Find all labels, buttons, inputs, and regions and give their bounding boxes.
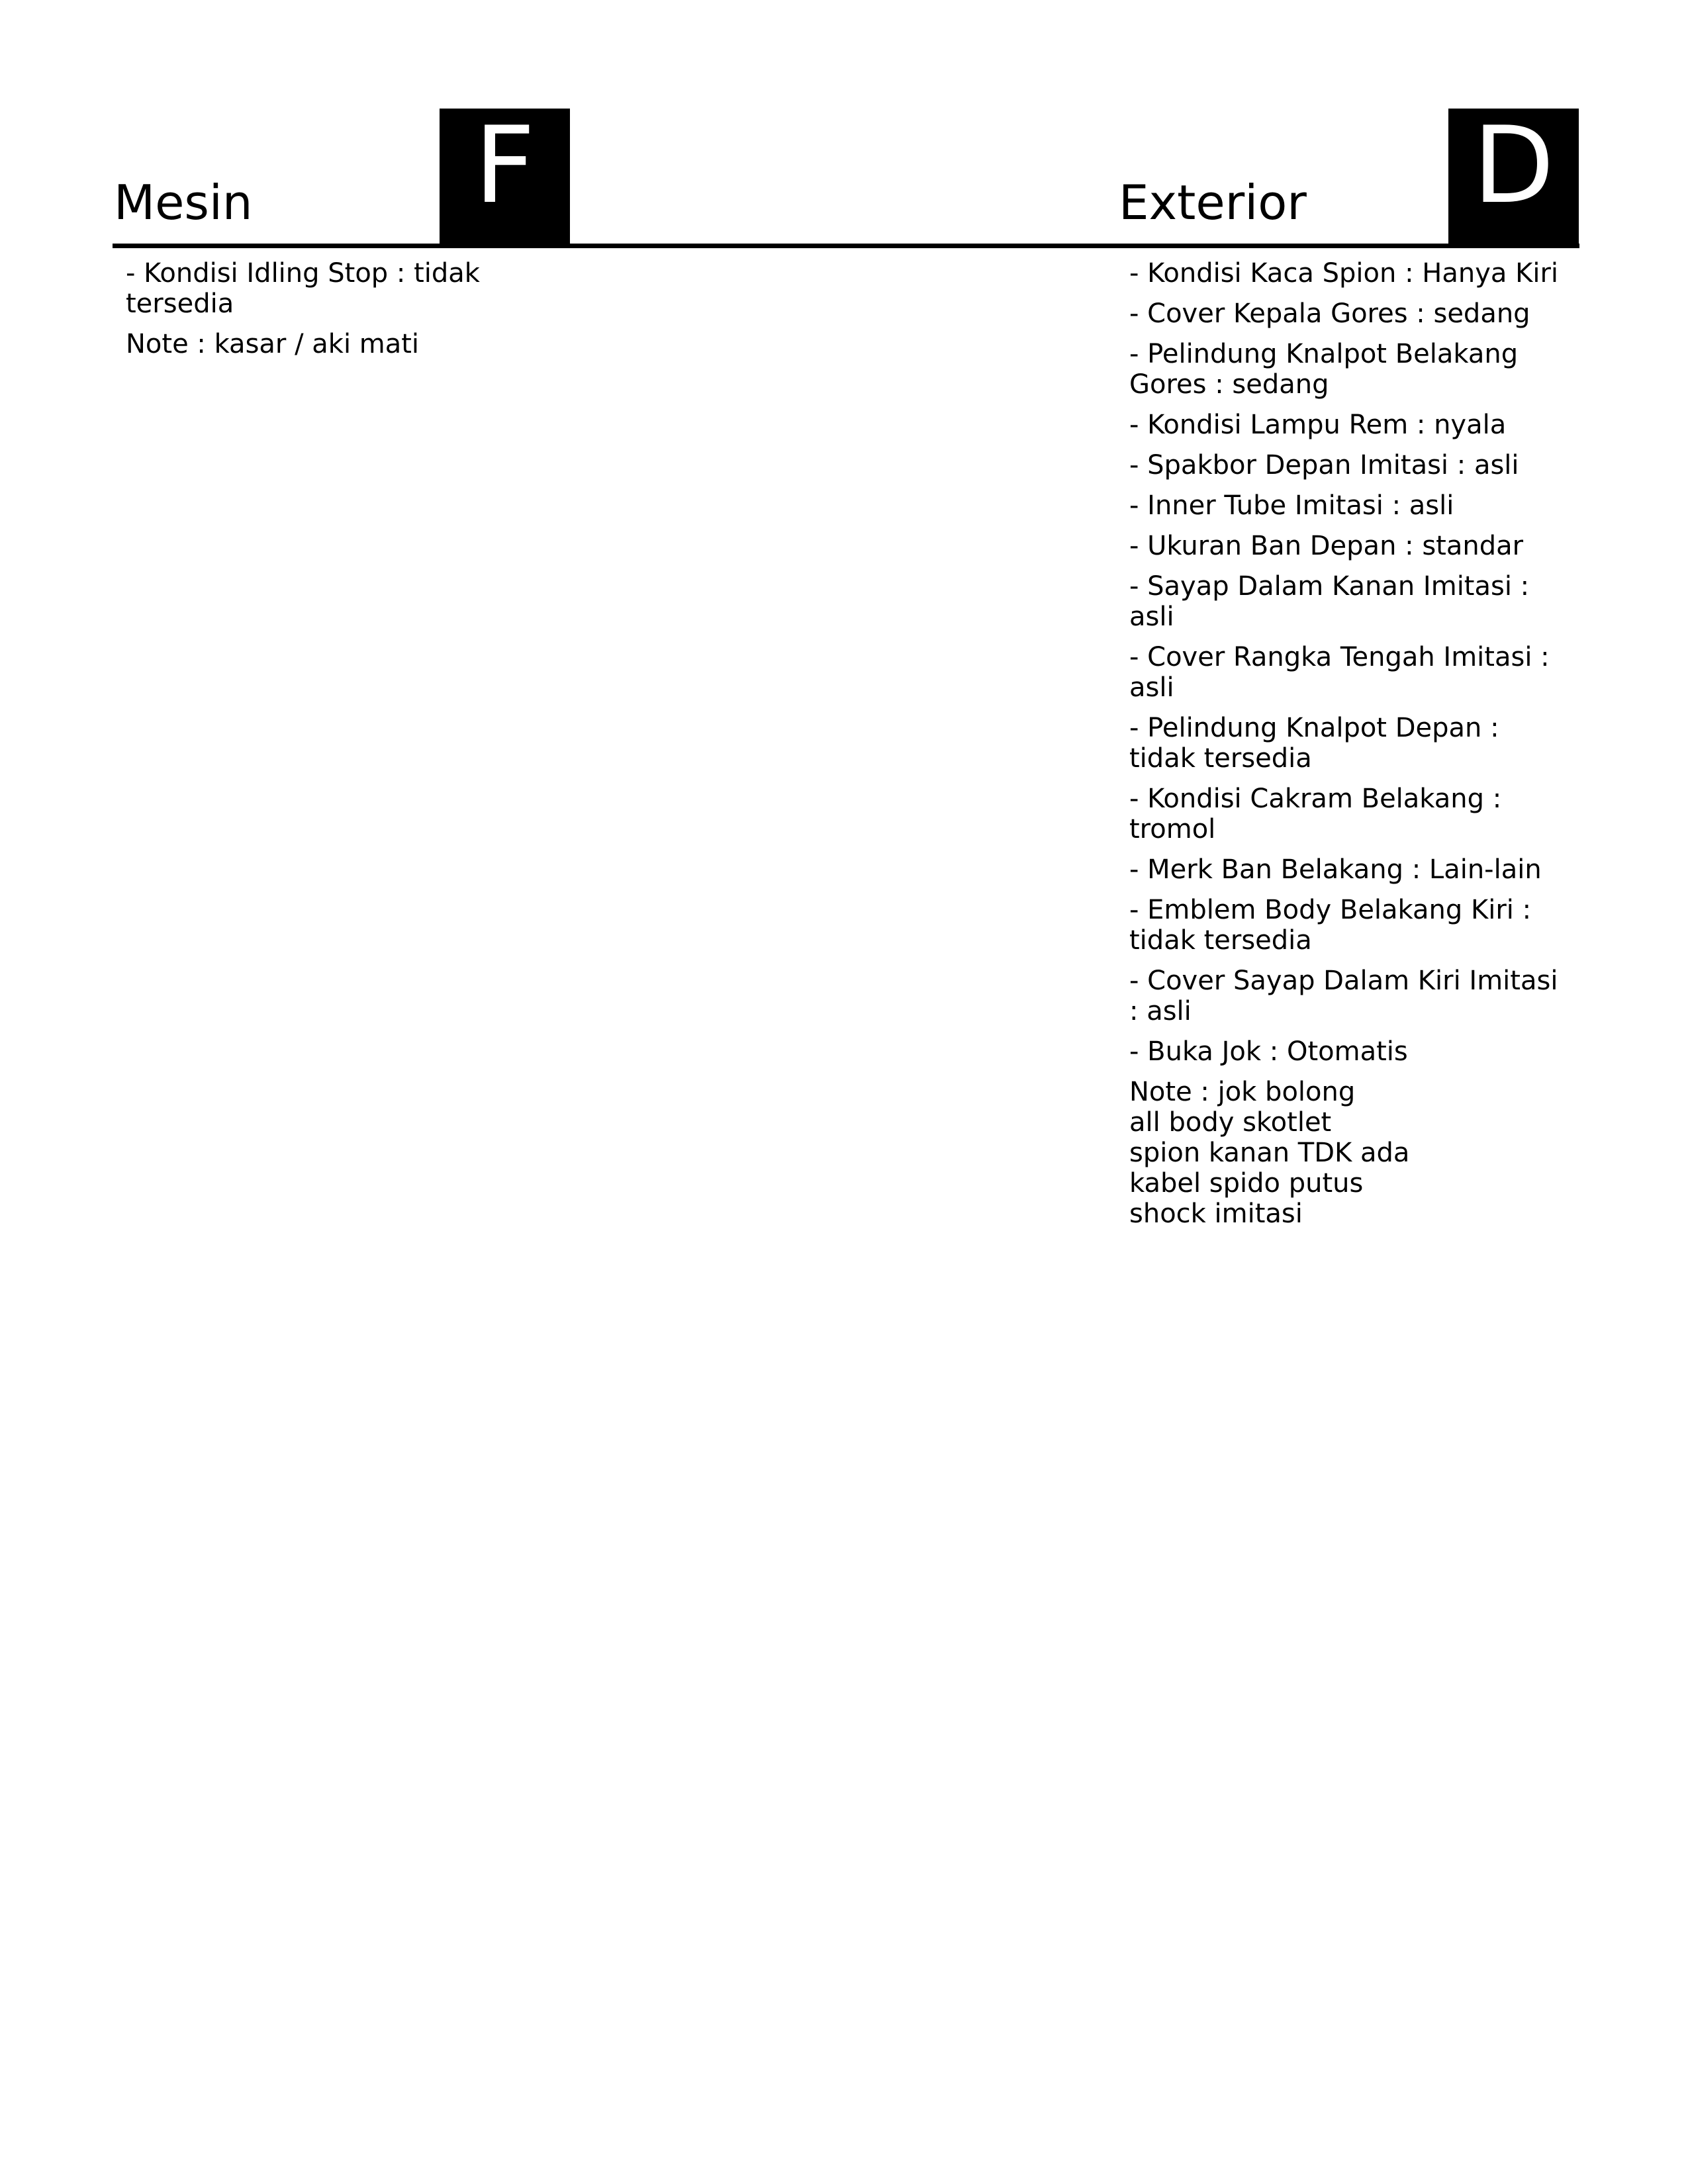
list-item: - Cover Rangka Tengah Imitasi : asli <box>1129 642 1550 703</box>
list-item: - Emblem Body Belakang Kiri : tidak tersedia <box>1129 895 1532 956</box>
list-item: - Merk Ban Belakang : Lain-lain <box>1129 854 1542 885</box>
list-item: - Inner Tube Imitasi : asli <box>1129 490 1454 521</box>
section-divider <box>113 244 1579 248</box>
grade-badge-mesin <box>440 103 570 245</box>
exterior-note: Note : jok bolong all body skotlet spion kanan TDK ada kabel spido putus shock imitasi <box>1129 1077 1410 1229</box>
list-item: - Buka Jok : Otomatis <box>1129 1036 1408 1067</box>
grade-badge-exterior <box>1448 103 1579 245</box>
list-item: - Ukuran Ban Depan : standar <box>1129 531 1524 561</box>
list-item: - Pelindung Knalpot Depan : tidak tersedia <box>1129 713 1499 774</box>
list-item: - Sayap Dalam Kanan Imitasi : asli <box>1129 571 1530 632</box>
list-item: - Cover Sayap Dalam Kiri Imitasi : asli <box>1129 966 1558 1026</box>
list-item: - Cover Kepala Gores : sedang <box>1129 298 1530 329</box>
section-title-exterior: Exterior <box>1119 175 1307 230</box>
list-item: - Kondisi Cakram Belakang : tromol <box>1129 784 1502 844</box>
list-item: - Kondisi Kaca Spion : Hanya Kiri <box>1129 258 1559 289</box>
list-item: - Kondisi Lampu Rem : nyala <box>1129 410 1507 440</box>
mesin-note: Note : kasar / aki mati <box>126 329 420 359</box>
section-title-mesin: Mesin <box>114 175 253 230</box>
list-item: - Spakbor Depan Imitasi : asli <box>1129 450 1519 480</box>
exterior-items-list <box>1129 258 1566 1229</box>
list-item: - Pelindung Knalpot Belakang Gores : sedang <box>1129 339 1519 400</box>
grade-letter-exterior: D <box>1472 103 1555 227</box>
list-item: - Kondisi Idling Stop : tidak tersedia <box>126 258 480 319</box>
mesin-items-list <box>126 258 496 359</box>
grade-letter-mesin: F <box>474 103 536 227</box>
